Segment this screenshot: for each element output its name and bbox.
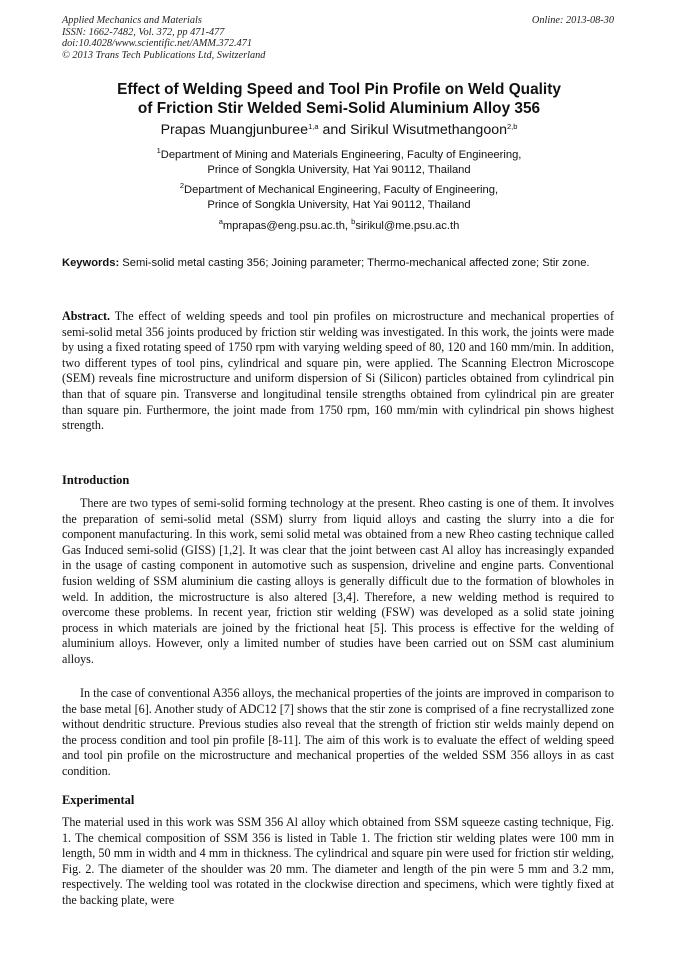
keywords-text: Semi-solid metal casting 356; Joining parameter; Thermo-mechanical affected zone; Stir zone. (119, 257, 590, 269)
introduction-paragraph-2: In the case of conventional A356 alloys, the mechanical properties of the joints are improved in comparison to the base metal [6]. Another study of ADC12 [7] shows that the stir zone is comprised of a fine recrystallized zone without dendritic structure. Previous studies also reveal that the strength of friction stir welds mainly depend on the process condition and tool pin profile [8-11]. The aim of this work is to evaluate the effect of welding speed and tool pin profile on the microstructure and mechanical properties of the welded SSM 356 alloys in as cast condition. (62, 686, 614, 778)
author-2: Sirikul Wisutmethangoon (350, 122, 507, 138)
paper-title (40, 80, 638, 118)
author-list (40, 121, 638, 139)
email-a-mark: a (218, 217, 223, 226)
introduction-heading: Introduction (62, 473, 130, 487)
journal-doi: doi:10.4028/www.scientific.net/AMM.372.471 (62, 38, 252, 50)
keywords-label: Keywords: (62, 257, 120, 269)
affiliation-1-line-1: Department of Mining and Materials Engineering, Faculty of Engineering, (160, 149, 522, 161)
journal-issn: ISSN: 1662-7482, Vol. 372, pp 471-477 (62, 26, 225, 38)
email-separator: , (344, 220, 352, 232)
experimental-paragraph-1: The material used in this work was SSM 356 Al alloy which obtained from SSM squeeze casting technique, Fig. 1. The chemical composition of SSM 356 is listed in Table 1. The friction stir welding plates were 100 mm in length, 50 mm in width and 4 mm in thickness. The cylindrical and square pin were used for friction stir welding, Fig. 2. The diameter of the shoulder was 20 mm. The diameter and length of the pin were 5 mm and 3.2 mm, respectively. The welding tool was rotated in the clockwise direction and specimens, which were tightly fixed at the backing plate, were (62, 815, 614, 907)
abstract (62, 309, 614, 434)
affiliation-1-mark: 1 (156, 146, 161, 155)
journal-name: Applied Mechanics and Materials (62, 15, 202, 26)
author-1: Prapas Muangjunburee (160, 122, 309, 138)
online-date: Online: 2013-08-30 (531, 15, 614, 26)
affiliation-2-line-1: Department of Mechanical Engineering, Faculty of Engineering, (184, 184, 499, 196)
author-2-affiliation-mark: 2,b (506, 122, 518, 131)
abstract-text: The effect of welding speeds and tool pin profiles on microstructure and mechanical properties of semi-solid metal 356 joints produced by friction stir welding was investigated. In this work, the joints were made by using a fixed rotating speed of 1750 rpm with varying welding speed of 80, 120 and 160 mm/min. In addition, two different types of tool pins, cylindrical and square pin, were applied. The Scanning Electron Microscope (SEM) reveals fine microstructure and uniform dispersion of Si (Silicon) particles obtained from cylindrical pin than that of square pin. Transverse and longitudinal tensile strengths obtained from cylindrical pin are greater than square pin. Furthermore, the joint made from 1750 rpm, 160 mm/min with cylindrical pin shows highest strength. (62, 309, 614, 433)
email-b-mark: b (351, 217, 356, 226)
affiliation-2 (40, 183, 638, 213)
email-a[interactable]: mprapas@eng.psu.ac.th (222, 220, 345, 232)
affiliation-1 (40, 148, 638, 178)
author-connector: and (318, 122, 351, 138)
affiliation-1-line-2: Prince of Songkla University, Hat Yai 90112, Thailand (207, 164, 471, 176)
author-emails (40, 219, 638, 234)
email-b[interactable]: sirikul@me.psu.ac.th (355, 220, 460, 232)
affiliation-2-mark: 2 (179, 181, 185, 190)
journal-header (62, 15, 265, 61)
author-1-affiliation-mark: 1,a (308, 122, 319, 131)
journal-copyright: © 2013 Trans Tech Publications Ltd, Switzerland (62, 49, 266, 61)
keywords (62, 255, 614, 271)
title-line-1: Effect of Welding Speed and Tool Pin Profile on Weld Quality (117, 81, 561, 98)
abstract-label: Abstract. (62, 309, 111, 323)
introduction-paragraph-1: There are two types of semi-solid forming technology at the present. Rheo casting is one of them. It involves the preparation of semi-solid metal (SSM) slurry from liquid alloys and casting the slurry into a die for component manufacturing. In this work, semi solid metal was obtained from a new Rheo casting technique called Gas Induced semi-solid (GISS) [1,2]. It was clear that the joint between cast Al alloy has increasingly expanded in the usage of casting component in automotive such as suspension, driveline and engine parts. Conventional fusion welding of SSM aluminium die casting alloys is generally difficult due to the formation of blowholes in weld. In addition, the microstructure is also altered [3,4]. Therefore, a new welding method is required to overcome these problems. In recent year, friction stir welding (FSW) was developed as a solid state joining process in which materials are joined by the frictional heat [5]. This process is effective for the welding of aluminium alloys. However, only a limited number of studies have been carried out on SSM cast aluminium alloys. (62, 496, 614, 666)
affiliation-2-line-2: Prince of Songkla University, Hat Yai 90112, Thailand (207, 199, 471, 211)
experimental-heading: Experimental (62, 793, 135, 807)
title-line-2: of Friction Stir Welded Semi-Solid Aluminium Alloy 356 (137, 100, 541, 117)
